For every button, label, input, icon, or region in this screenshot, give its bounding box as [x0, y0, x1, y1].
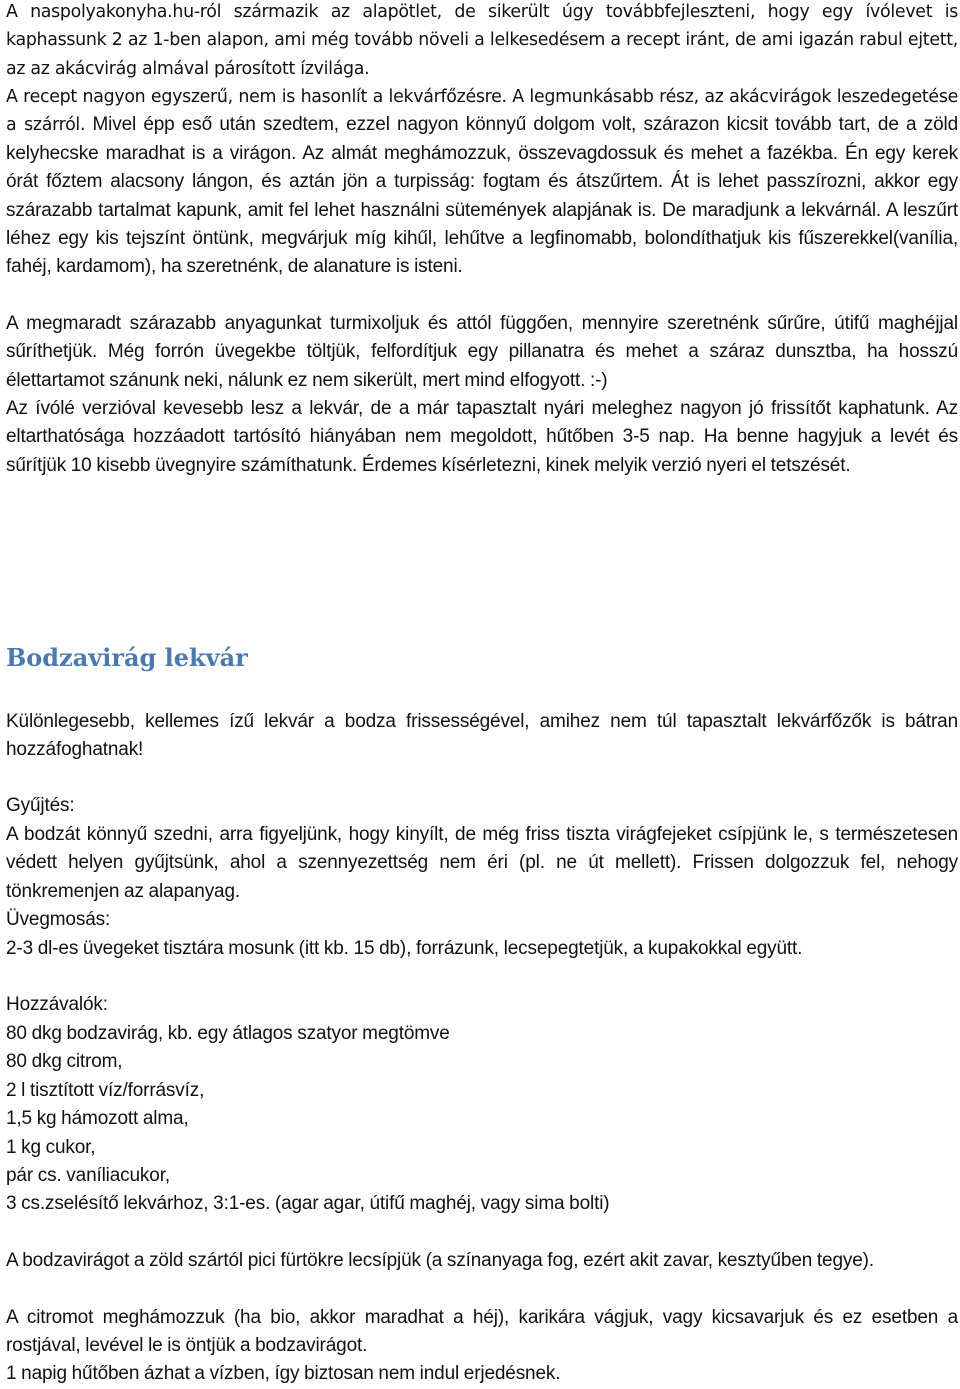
intro-paragraph-4: Az ívólé verzióval kevesebb lesz a lekvár, de a már tapasztalt nyári meleghez nagyon jó frissítőt kaphatunk. Az eltarthatósága hozzáadott tartósító hiányában nem megoldott, hűtőben 3-5 nap. Ha benne hagyjuk a levét és sűrítjük 10 kisebb üvegnyire számíthatunk. Érdemes kísérletezni, kinek melyik verzió nyeri el tetszését. [6, 398, 958, 476]
intro-paragraph-1-text: A naspolyakonyha.hu-ról származik az alapötlet, de sikerült úgy továbbfejleszteni, hogy egy ívólevet is kaphassunk 2 az 1-ben alapon, ami még tovább növeli a lelkesedésem a recept iránt, de ami igazán rabul ejtett, az az akácvirág almával párosított ízvilága. [6, 2, 958, 79]
ingredients-heading: Hozzávalók: [6, 994, 108, 1015]
ingredient-item: 2 l tisztított víz/forrásvíz, [6, 1079, 205, 1101]
ingredients-list [6, 1020, 958, 1219]
step-1: A bodzavirágot a zöld szártól pici fürtökre lecsípjük (a színanyaga fog, ezért akit zavar, kesztyűben tegye). [6, 1250, 874, 1271]
intro-paragraph-3: A megmaradt szárazabb anyagunkat turmixoljuk és attól függően, mennyire szeretnénk sűrűre, útifű maghéjjal sűríthetjük. Még forrón üvegekbe töltjük, felfordítjuk egy pillanatra és mehet a száraz dunsztba, ha hosszú élettartamot szánunk neki, nálunk ez nem sikerült, mert mind elfogyott. :-) [6, 313, 958, 391]
wash-text: 2-3 dl-es üvegeket tisztára mosunk (itt kb. 15 db), forrázunk, lecsepegtetjük, a kupakokkal együtt. [6, 938, 803, 959]
intro-paragraph-2-lead: A recept nagyon egyszerű, nem is hasonlít a lekvárfőzésre. A legmunkásabb rész, az akácvirágok leszedegetése a szárról. [6, 87, 958, 136]
recipe-intro: Különlegesebb, kellemes ízű lekvár a bodza frissességével, amihez nem túl tapasztalt lekvárfőzők is bátran hozzáfoghatnak! [6, 711, 958, 761]
intro-paragraph-2 [6, 83, 958, 282]
step-3: 1 napig hűtőben ázhat a vízben, így biztosan nem indul erjedésnek. [6, 1363, 561, 1384]
wash-heading: Üvegmosás: [6, 909, 111, 930]
collect-text: A bodzát könnyű szedni, arra figyeljünk, hogy kinyílt, de még friss tiszta virágfejeket csípjünk le, s természetesen védett helyen gyűjtsünk, ahol a szennyezettség nem éri (pl. ne út mellett). Frissen dolgozzuk fel, nehogy tönkremenjen az alapanyag. [6, 824, 958, 902]
ingredient-item: 1,5 kg hámozott alma, [6, 1108, 189, 1130]
step-2: A citromot meghámozzuk (ha bio, akkor maradhat a héj), karikára vágjuk, vagy kicsavarjuk és ez esetben a rostjával, levével le is öntjük a bodzavirágot. [6, 1307, 958, 1357]
collect-heading: Gyűjtés: [6, 795, 75, 816]
ingredient-item: 80 dkg bodzavirág, kb. egy átlagos szatyor megtömve [6, 1023, 450, 1044]
ingredient-item: 80 dkg citrom, [6, 1051, 123, 1073]
ingredient-item: pár cs. vaníliacukor, [6, 1165, 170, 1187]
recipe-title: Bodzavirág lekvár [6, 643, 248, 672]
intro-paragraph-2-body: Mivel épp eső után szedtem, ezzel nagyon könnyű dolgom volt, szárazon kicsit tovább tart, de a zöld kelyhecske maradhat is a virágon. Az almát meghámozzuk, összevagdossuk és mehet a fazékba. Én egy kerek órát főztem alacsony lángon, és aztán jön a turpisság: fogtam és átszűrtem. Át is lehet passzírozni, akkor egy szárazabb tartalmat kapunk, amit fel lehet használni sütemények alapjának is. De maradjunk a lekvárnál. A leszűrt léhez egy kis tejszínt öntünk, megvárjuk míg kihűl, lehűtve a legfinomabb, bolondíthatjuk kis fűszerekkel(vanília, fahéj, kardamom), ha szeretnénk, de alanature is isteni. [6, 114, 958, 278]
ingredient-item: 3 cs.zselésítő lekvárhoz, 3:1-es. (agar agar, útifű maghéj, vagy sima bolti) [6, 1193, 610, 1215]
ingredient-item: 1 kg cukor, [6, 1136, 96, 1158]
intro-paragraph-1 [6, 0, 958, 83]
